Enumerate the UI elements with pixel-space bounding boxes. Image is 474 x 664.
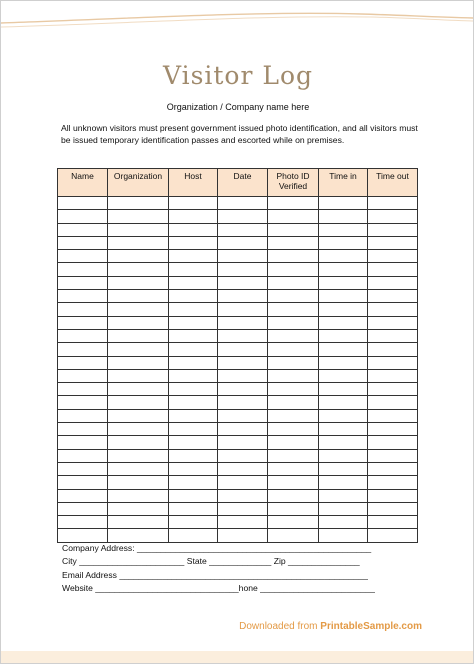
table-row [58,369,418,382]
table-cell[interactable] [169,303,218,316]
table-cell[interactable] [169,263,218,276]
table-cell[interactable] [268,369,319,382]
table-cell[interactable] [108,210,169,223]
table-cell[interactable] [169,290,218,303]
table-cell[interactable] [58,303,108,316]
table-cell[interactable] [268,383,319,396]
table-cell[interactable] [368,316,418,329]
table-cell[interactable] [169,436,218,449]
table-cell[interactable] [368,356,418,369]
header-photo-id-verified: Photo ID Verified [268,169,319,197]
table-cell[interactable] [218,329,268,342]
table-cell[interactable] [108,396,169,409]
table-cell[interactable] [218,369,268,382]
header-host: Host [169,169,218,197]
table-cell[interactable] [169,197,218,210]
table-cell[interactable] [169,223,218,236]
table-cell[interactable] [368,423,418,436]
table-cell[interactable] [169,516,218,529]
table-cell[interactable] [268,250,319,263]
table-cell[interactable] [169,369,218,382]
table-row [58,329,418,342]
table-cell[interactable] [319,356,368,369]
table-cell[interactable] [108,516,169,529]
contact-form [62,542,375,595]
table-cell[interactable] [368,462,418,475]
table-cell[interactable] [319,409,368,422]
table-cell[interactable] [368,303,418,316]
table-cell[interactable] [218,356,268,369]
table-cell[interactable] [108,316,169,329]
table-cell[interactable] [319,396,368,409]
table-cell[interactable] [218,303,268,316]
table-cell[interactable] [319,423,368,436]
table-cell[interactable] [268,356,319,369]
table-cell[interactable] [268,236,319,249]
bottom-band [1,651,473,663]
table-row [58,516,418,529]
table-row [58,383,418,396]
table-cell[interactable] [319,489,368,502]
header-organization: Organization [108,169,169,197]
table-cell[interactable] [268,476,319,489]
table-cell[interactable] [268,489,319,502]
table-cell[interactable] [108,250,169,263]
table-cell[interactable] [319,329,368,342]
table-cell[interactable] [319,369,368,382]
table-cell[interactable] [218,396,268,409]
table-cell[interactable] [368,236,418,249]
table-cell[interactable] [368,476,418,489]
table-cell[interactable] [169,423,218,436]
table-row [58,396,418,409]
table-cell[interactable] [169,476,218,489]
table-cell[interactable] [58,502,108,515]
table-row [58,290,418,303]
table-row [58,236,418,249]
table-cell[interactable] [58,263,108,276]
table-cell[interactable] [268,316,319,329]
table-row [58,316,418,329]
table-cell[interactable] [58,210,108,223]
header-name: Name [58,169,108,197]
table-cell[interactable] [218,502,268,515]
header-time-out: Time out [368,169,418,197]
table-cell[interactable] [368,529,418,542]
table-row [58,276,418,289]
table-cell[interactable] [108,423,169,436]
table-cell[interactable] [368,396,418,409]
table-cell[interactable] [58,329,108,342]
table-row [58,197,418,210]
table-cell[interactable] [368,197,418,210]
table-cell[interactable] [218,409,268,422]
table-cell[interactable] [108,356,169,369]
table-body [58,197,418,543]
table-cell[interactable] [58,476,108,489]
table-cell[interactable] [218,250,268,263]
table-cell[interactable] [108,343,169,356]
table-cell[interactable] [58,436,108,449]
table-cell[interactable] [218,462,268,475]
table-cell[interactable] [58,250,108,263]
table-cell[interactable] [169,236,218,249]
table-cell[interactable] [268,303,319,316]
table-cell[interactable] [368,489,418,502]
table-cell[interactable] [319,263,368,276]
table-cell[interactable] [218,476,268,489]
table-cell[interactable] [58,236,108,249]
table-cell[interactable] [368,409,418,422]
table-cell[interactable] [268,436,319,449]
table-cell[interactable] [319,223,368,236]
table-cell[interactable] [108,263,169,276]
table-cell[interactable] [319,383,368,396]
website-phone-line: Website ______________________________hone ________________________ [62,582,375,593]
table-cell[interactable] [268,223,319,236]
table-cell[interactable] [108,502,169,515]
table-cell[interactable] [368,436,418,449]
table-cell[interactable] [58,369,108,382]
table-cell[interactable] [268,449,319,462]
table-cell[interactable] [58,290,108,303]
table-cell[interactable] [368,516,418,529]
table-row [58,409,418,422]
table-cell[interactable] [169,316,218,329]
table-cell[interactable] [268,276,319,289]
table-cell[interactable] [58,423,108,436]
table-cell[interactable] [268,210,319,223]
table-cell[interactable] [268,423,319,436]
table-cell[interactable] [108,236,169,249]
table-cell[interactable] [319,250,368,263]
table-row [58,423,418,436]
table-cell[interactable] [319,236,368,249]
download-credit-brand: PrintableSample.com [320,621,422,632]
table-row [58,502,418,515]
table-cell[interactable] [108,529,169,542]
table-cell[interactable] [319,343,368,356]
table-cell[interactable] [108,197,169,210]
table-cell[interactable] [58,316,108,329]
table-cell[interactable] [169,343,218,356]
table-cell[interactable] [268,197,319,210]
intro-paragraph: All unknown visitors must present government issued photo identification, and all visitors must be issued temporary identification passes and escorted while on premises. [61,123,418,145]
table-cell[interactable] [108,223,169,236]
table-cell[interactable] [368,502,418,515]
table-cell[interactable] [268,343,319,356]
table-cell[interactable] [368,263,418,276]
table-cell[interactable] [319,436,368,449]
table-cell[interactable] [368,250,418,263]
table-cell[interactable] [218,316,268,329]
table-cell[interactable] [319,276,368,289]
table-cell[interactable] [169,210,218,223]
table-cell[interactable] [319,303,368,316]
download-credit [239,621,422,632]
table-row [58,462,418,475]
email-address-line: Email Address ____________________________________________________ [62,569,368,580]
table-cell[interactable] [319,290,368,303]
table-cell[interactable] [218,449,268,462]
table-cell[interactable] [58,356,108,369]
top-decoration [1,1,473,41]
city-state-zip-line: City ______________________ State _____________ Zip _______________ [62,556,360,567]
table-row [58,250,418,263]
table-cell[interactable] [319,529,368,542]
company-address-line: Company Address: _________________________________________________ [62,543,372,553]
table-cell[interactable] [169,529,218,542]
table-cell[interactable] [169,462,218,475]
table-row [58,343,418,356]
table-cell[interactable] [368,369,418,382]
table-cell[interactable] [108,476,169,489]
table-cell[interactable] [368,210,418,223]
table-cell[interactable] [218,197,268,210]
table-cell[interactable] [368,223,418,236]
table-cell[interactable] [319,449,368,462]
table-cell[interactable] [218,290,268,303]
table-cell[interactable] [108,290,169,303]
table-cell[interactable] [58,489,108,502]
table-cell[interactable] [319,516,368,529]
table-cell[interactable] [218,423,268,436]
table-cell[interactable] [319,476,368,489]
table-cell[interactable] [108,489,169,502]
table-cell[interactable] [368,276,418,289]
table-cell[interactable] [218,516,268,529]
table-cell[interactable] [58,396,108,409]
table-row [58,263,418,276]
table-cell[interactable] [218,436,268,449]
page-title: Visitor Log [162,61,314,90]
table-cell[interactable] [218,529,268,542]
table-row [58,489,418,502]
table-cell[interactable] [368,449,418,462]
table-cell[interactable] [268,409,319,422]
table-cell[interactable] [319,502,368,515]
table-cell[interactable] [169,409,218,422]
download-credit-prefix: Downloaded from [239,621,321,632]
table-cell[interactable] [108,383,169,396]
table-cell[interactable] [268,263,319,276]
table-cell[interactable] [218,343,268,356]
table-cell[interactable] [169,396,218,409]
table-cell[interactable] [218,236,268,249]
header-date: Date [218,169,268,197]
table-cell[interactable] [368,290,418,303]
table-cell[interactable] [218,223,268,236]
table-cell[interactable] [319,316,368,329]
table-row [58,476,418,489]
table-cell[interactable] [268,329,319,342]
table-cell[interactable] [58,383,108,396]
table-row [58,223,418,236]
table-cell[interactable] [218,383,268,396]
table-cell[interactable] [108,276,169,289]
table-cell[interactable] [218,276,268,289]
table-row [58,303,418,316]
table-row [58,356,418,369]
table-cell[interactable] [169,449,218,462]
table-cell[interactable] [108,462,169,475]
table-cell[interactable] [108,329,169,342]
table-cell[interactable] [58,223,108,236]
table-cell[interactable] [169,383,218,396]
table-cell[interactable] [169,250,218,263]
table-cell[interactable] [108,369,169,382]
table-cell[interactable] [218,489,268,502]
table-cell[interactable] [319,197,368,210]
table-row [58,436,418,449]
table-cell[interactable] [268,462,319,475]
table-cell[interactable] [268,396,319,409]
table-cell[interactable] [58,409,108,422]
table-cell[interactable] [58,197,108,210]
table-cell[interactable] [58,276,108,289]
table-cell[interactable] [58,516,108,529]
table-row [58,210,418,223]
table-cell[interactable] [319,210,368,223]
table-cell[interactable] [268,516,319,529]
table-cell[interactable] [169,356,218,369]
table-cell[interactable] [108,436,169,449]
table-cell[interactable] [58,462,108,475]
table-cell[interactable] [169,329,218,342]
table-cell[interactable] [169,489,218,502]
table-cell[interactable] [169,502,218,515]
table-cell[interactable] [268,502,319,515]
table-cell[interactable] [58,529,108,542]
table-cell[interactable] [108,449,169,462]
table-cell[interactable] [368,329,418,342]
table-header-row [58,169,418,197]
table-cell[interactable] [218,263,268,276]
visitor-log-table [57,168,418,543]
table-cell[interactable] [368,383,418,396]
table-cell[interactable] [58,343,108,356]
table-cell[interactable] [268,290,319,303]
organization-name: Organization / Company name here [166,102,310,112]
table-cell[interactable] [368,343,418,356]
table-cell[interactable] [319,462,368,475]
table-cell[interactable] [58,449,108,462]
table-cell[interactable] [169,276,218,289]
header-time-in: Time in [319,169,368,197]
table-row [58,529,418,542]
table-cell[interactable] [218,210,268,223]
table-cell[interactable] [108,303,169,316]
table-row [58,449,418,462]
table-cell[interactable] [268,529,319,542]
table-cell[interactable] [108,409,169,422]
